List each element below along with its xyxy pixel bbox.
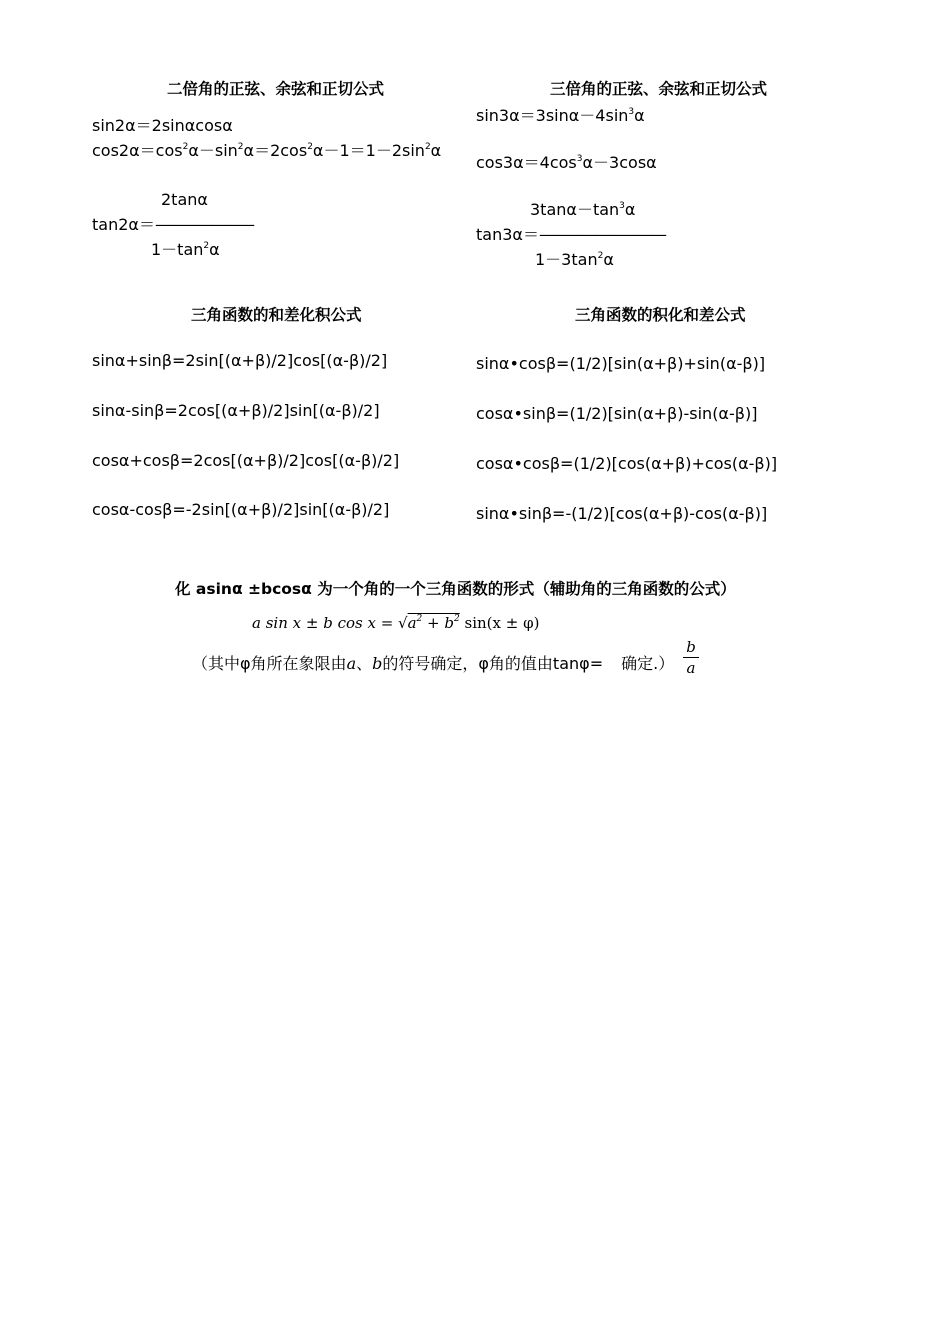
product-to-sum-heading: 三角函数的积化和差公式 <box>575 306 746 324</box>
sum-to-product-line: cosα-cosβ=-2sin[(α+β)/2]sin[(α-β)/2] <box>92 500 390 519</box>
cos3a-formula: $\cos 3\alpha=4\cos^3\alpha-3\cos\alpha$ <box>476 153 657 172</box>
tan3a-lhs: tan3α＝————————— <box>476 225 665 244</box>
sum-to-product-line: sinα+sinβ=2sin[(α+β)/2]cos[(α-β)/2] <box>92 351 388 370</box>
double-angle-heading: 二倍角的正弦、余弦和正切公式 <box>167 80 385 98</box>
auxiliary-formula: a sin x ± b $\cos x = √a^2 + b^2$ sin(x ± φ) <box>252 614 540 632</box>
sum-to-product-line: sinα-sinβ=2cos[(α+β)/2]sin[(α-β)/2] <box>92 401 380 420</box>
fraction-numerator: b <box>686 638 696 656</box>
product-to-sum-line: sinα•sinβ=-(1/2)[cos(α+β)-cos(α-β)] <box>476 504 768 523</box>
sqrt-icon: √ <box>398 614 408 632</box>
sin2a-formula: sin2α＝2sinαcosα <box>92 116 233 135</box>
auxiliary-note: （其中φ角所在象限由a、b的符号确定，φ角的值由tanφ= 确定.） <box>192 654 675 673</box>
fraction-bar: ——————— <box>154 215 253 234</box>
fraction-bar: ————————— <box>538 225 665 244</box>
product-to-sum-line: cosα•sinβ=(1/2)[sin(α+β)-sin(α-β)] <box>476 404 758 423</box>
cos2a-formula: $\cos 2\alpha=\cos^2\alpha-\sin^2\alpha=2\cos^2\alpha-1=1-2\sin^2\alpha$ <box>92 141 442 160</box>
auxiliary-heading: 化 asinα ±bcosα 为一个角的一个三角函数的形式（辅助角的三角函数的公式） <box>175 580 736 598</box>
tan2a-denominator: $1-\tan^2\alpha$ <box>151 240 220 259</box>
sum-to-product-heading: 三角函数的和差化积公式 <box>191 306 362 324</box>
tan-phi-fraction <box>683 638 699 677</box>
fraction-bar <box>683 657 699 658</box>
tan2a-numerator: 2tanα <box>161 190 208 209</box>
tan2a-lhs: tan2α＝——————— <box>92 215 253 234</box>
tan3a-numerator: $3\tan\alpha-\tan^3\alpha$ <box>530 200 636 219</box>
product-to-sum-line: sinα•cosβ=(1/2)[sin(α+β)+sin(α-β)] <box>476 354 766 373</box>
sin3a-formula: $\sin 3\alpha=3\sin\alpha-4\sin^3\alpha$ <box>476 106 645 125</box>
tan3a-denominator: $1-3\tan^2\alpha$ <box>535 250 614 269</box>
product-to-sum-line: cosα•cosβ=(1/2)[cos(α+β)+cos(α-β)] <box>476 454 778 473</box>
sum-to-product-line: cosα+cosβ=2cos[(α+β)/2]cos[(α-β)/2] <box>92 451 400 470</box>
fraction-denominator: a <box>686 659 696 677</box>
triple-angle-heading: 三倍角的正弦、余弦和正切公式 <box>550 80 768 98</box>
